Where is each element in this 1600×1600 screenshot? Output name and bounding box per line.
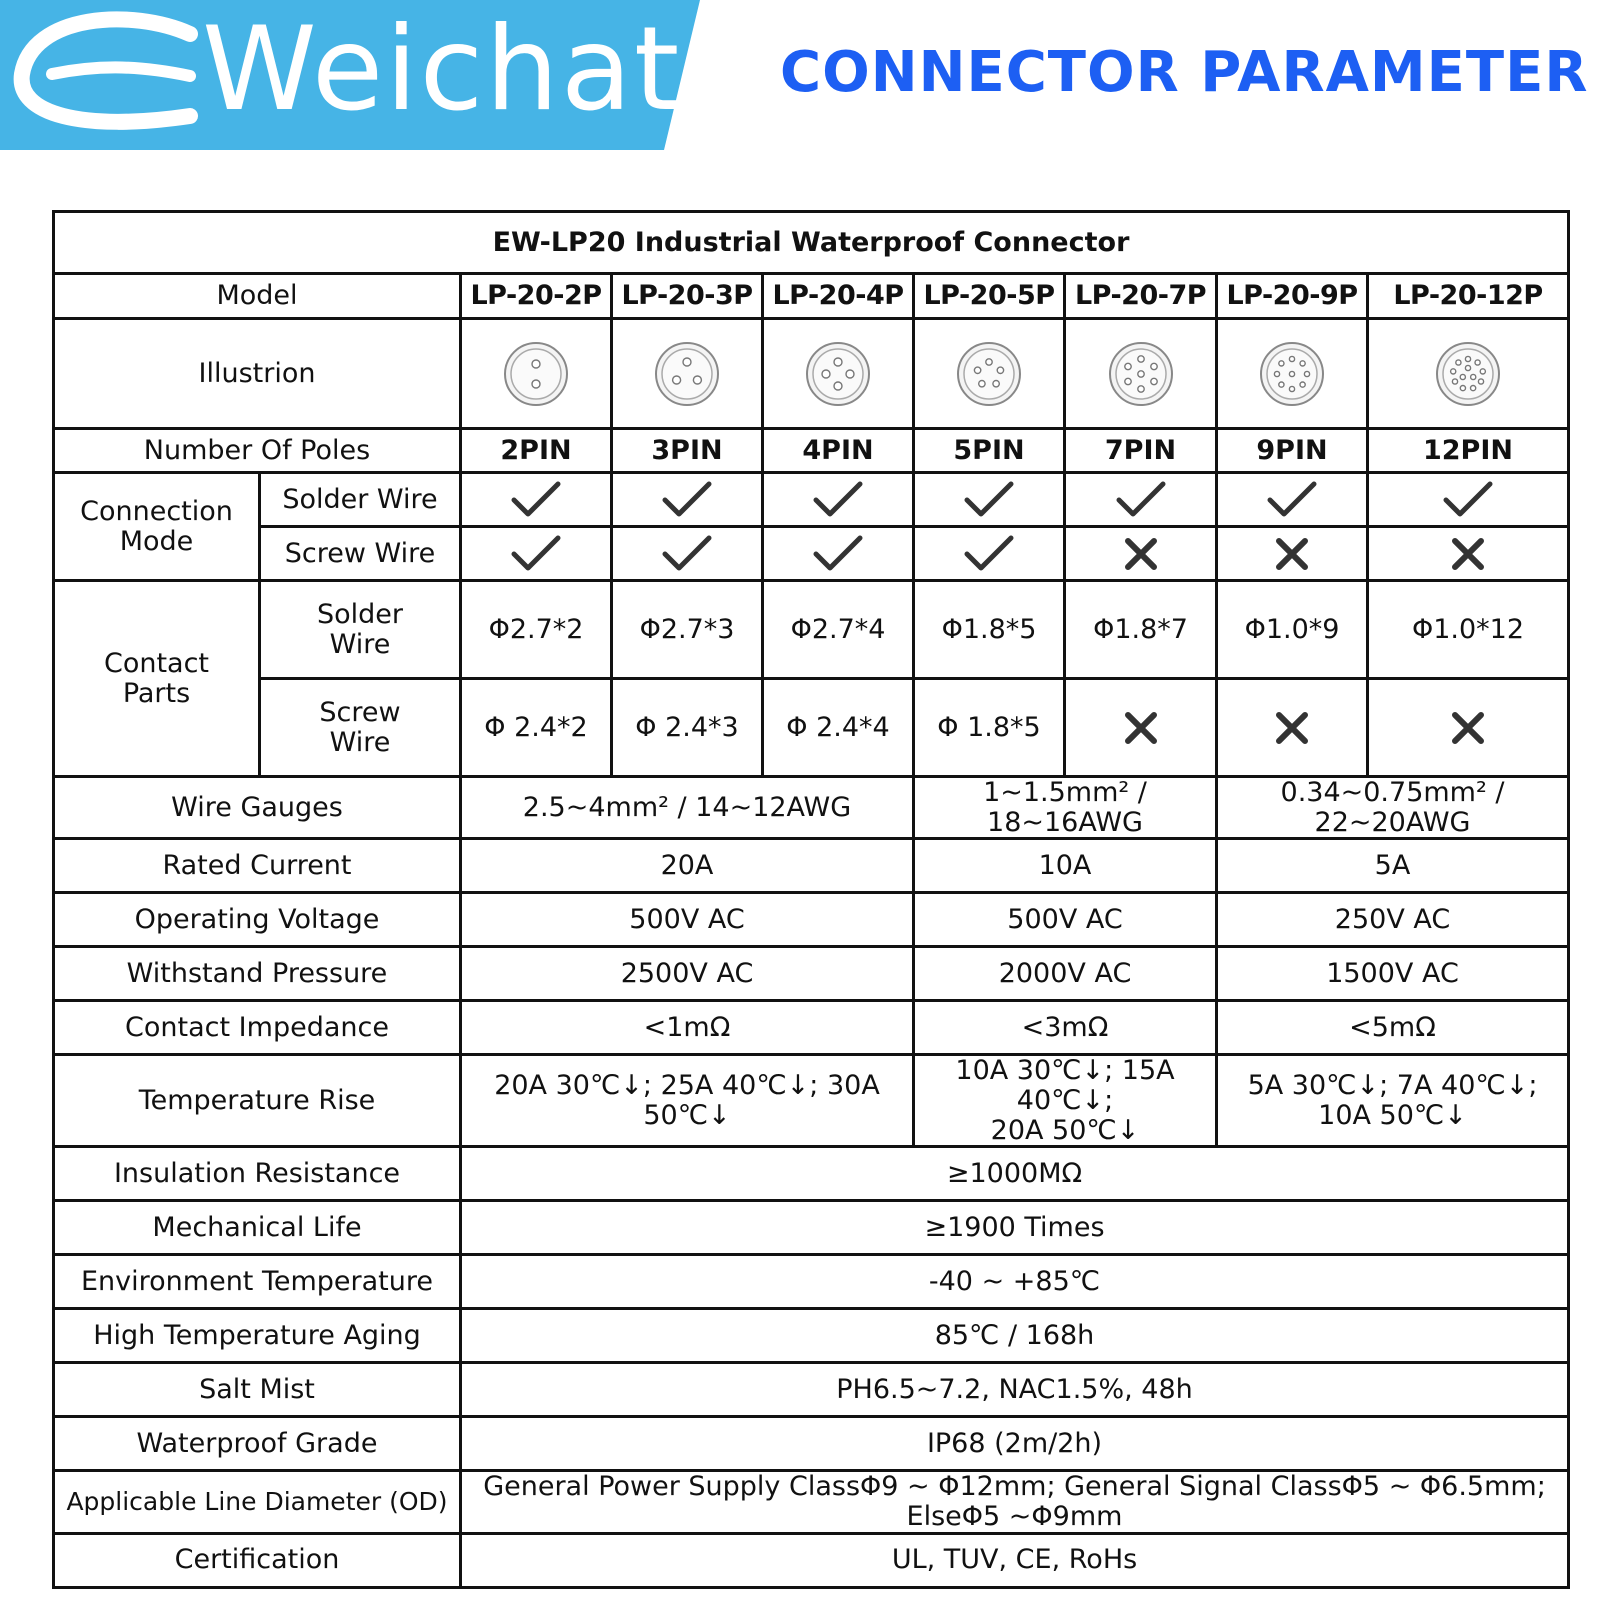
connector-7pin-face-icon bbox=[1106, 339, 1176, 409]
withstand-pressure-label: Withstand Pressure bbox=[54, 947, 461, 1001]
page-title: CONNECTOR PARAMETER bbox=[780, 40, 1589, 105]
poles-cell: 12PIN bbox=[1368, 429, 1569, 473]
temperature-rise-cell: 20A 30℃↓; 25A 40℃↓; 30A 50℃↓ bbox=[461, 1055, 914, 1147]
connector-2pin-face-icon bbox=[501, 339, 571, 409]
check-mark-cell bbox=[461, 473, 612, 527]
check-mark-cell bbox=[914, 473, 1065, 527]
model-row bbox=[54, 274, 1569, 319]
cross-mark-cell bbox=[1065, 527, 1217, 581]
high-temperature-aging-label: High Temperature Aging bbox=[54, 1309, 461, 1363]
withstand-pressure-cell: 1500V AC bbox=[1217, 947, 1569, 1001]
cross-icon bbox=[1274, 536, 1310, 572]
contact-spec-cell: Φ1.8*7 bbox=[1065, 581, 1217, 679]
cross-icon bbox=[1274, 710, 1310, 746]
check-icon bbox=[1442, 480, 1494, 520]
check-mark-cell bbox=[461, 527, 612, 581]
certification-cell: UL, TUV, CE, RoHs bbox=[461, 1533, 1569, 1587]
connector-12pin-face-icon bbox=[1433, 339, 1503, 409]
salt-mist-cell: PH6.5~7.2, NAC1.5%, 48h bbox=[461, 1363, 1569, 1417]
wire-gauges-label: Wire Gauges bbox=[54, 777, 461, 839]
salt-mist-label: Salt Mist bbox=[54, 1363, 461, 1417]
contact-spec-cell: Φ 2.4*3 bbox=[612, 679, 763, 777]
poles-cell: 4PIN bbox=[763, 429, 914, 473]
withstand-pressure-row bbox=[54, 947, 1569, 1001]
check-mark-cell bbox=[763, 473, 914, 527]
table-title: EW-LP20 Industrial Waterproof Connector bbox=[54, 212, 1569, 274]
check-mark-cell bbox=[1217, 473, 1368, 527]
check-icon bbox=[963, 480, 1015, 520]
contact-impedance-cell: <1mΩ bbox=[461, 1001, 914, 1055]
contact-spec-cell: Φ 1.8*5 bbox=[914, 679, 1065, 777]
contact-spec-cell: Φ1.0*12 bbox=[1368, 581, 1569, 679]
model-cell: LP-20-7P bbox=[1065, 274, 1217, 319]
connector-face-icon bbox=[1368, 319, 1569, 429]
model-cell: LP-20-4P bbox=[763, 274, 914, 319]
mechanical-life-row bbox=[54, 1201, 1569, 1255]
waterproof-grade-cell: IP68 (2m/2h) bbox=[461, 1417, 1569, 1471]
contact-parts-label: Contact Parts bbox=[54, 581, 260, 777]
check-mark-cell bbox=[763, 527, 914, 581]
operating-voltage-row bbox=[54, 893, 1569, 947]
cross-icon bbox=[1123, 710, 1159, 746]
poles-cell: 3PIN bbox=[612, 429, 763, 473]
check-mark-cell bbox=[1368, 473, 1569, 527]
contact-spec-cell: Φ2.7*4 bbox=[763, 581, 914, 679]
operating-voltage-cell: 500V AC bbox=[461, 893, 914, 947]
high-temperature-aging-cell: 85℃ / 168h bbox=[461, 1309, 1569, 1363]
cross-mark-cell bbox=[1368, 527, 1569, 581]
contact-spec-cell: Φ2.7*3 bbox=[612, 581, 763, 679]
environment-temperature-row bbox=[54, 1255, 1569, 1309]
poles-cell: 9PIN bbox=[1217, 429, 1368, 473]
connector-4pin-face-icon bbox=[803, 339, 873, 409]
check-icon bbox=[510, 534, 562, 574]
cross-mark-cell bbox=[1217, 527, 1368, 581]
waterproof-grade-label: Waterproof Grade bbox=[54, 1417, 461, 1471]
temperature-rise-label: Temperature Rise bbox=[54, 1055, 461, 1147]
logo-mark-icon bbox=[12, 4, 212, 144]
insulation-resistance-label: Insulation Resistance bbox=[54, 1147, 461, 1201]
environment-temperature-label: Environment Temperature bbox=[54, 1255, 461, 1309]
certification-label: Certification bbox=[54, 1533, 461, 1587]
mechanical-life-cell: ≥1900 Times bbox=[461, 1201, 1569, 1255]
rated-current-cell: 5A bbox=[1217, 839, 1569, 893]
cross-icon bbox=[1450, 710, 1486, 746]
cross-icon bbox=[1450, 536, 1486, 572]
poles-cell: 5PIN bbox=[914, 429, 1065, 473]
line-diameter-cell: General Power Supply ClassΦ9 ~ Φ12mm; General Signal ClassΦ5 ~ Φ6.5mm; ElseΦ5 ~Φ9mm bbox=[461, 1471, 1569, 1533]
wire-gauges-row bbox=[54, 777, 1569, 839]
cross-mark-cell bbox=[1065, 679, 1217, 777]
check-icon bbox=[963, 534, 1015, 574]
contact-screw-label: Screw Wire bbox=[260, 679, 461, 777]
model-cell: LP-20-3P bbox=[612, 274, 763, 319]
rated-current-label: Rated Current bbox=[54, 839, 461, 893]
high-temperature-aging-row bbox=[54, 1309, 1569, 1363]
operating-voltage-cell: 250V AC bbox=[1217, 893, 1569, 947]
operating-voltage-cell: 500V AC bbox=[914, 893, 1217, 947]
connector-3pin-face-icon bbox=[652, 339, 722, 409]
wire-gauges-cell: 2.5~4mm² / 14~12AWG bbox=[461, 777, 914, 839]
cross-mark-cell bbox=[1368, 679, 1569, 777]
model-cell: LP-20-2P bbox=[461, 274, 612, 319]
line-diameter-row bbox=[54, 1471, 1569, 1533]
poles-row bbox=[54, 429, 1569, 473]
screw-wire-label: Screw Wire bbox=[260, 527, 461, 581]
insulation-resistance-row bbox=[54, 1147, 1569, 1201]
connection-solder-row bbox=[54, 473, 1569, 527]
poles-cell: 2PIN bbox=[461, 429, 612, 473]
illustration-row bbox=[54, 319, 1569, 429]
poles-cell: 7PIN bbox=[1065, 429, 1217, 473]
connection-screw-row bbox=[54, 527, 1569, 581]
poles-label: Number Of Poles bbox=[54, 429, 461, 473]
connector-face-icon bbox=[763, 319, 914, 429]
connector-9pin-face-icon bbox=[1257, 339, 1327, 409]
salt-mist-row bbox=[54, 1363, 1569, 1417]
rated-current-cell: 20A bbox=[461, 839, 914, 893]
connector-face-icon bbox=[461, 319, 612, 429]
check-mark-cell bbox=[1065, 473, 1217, 527]
contact-solder-label: Solder Wire bbox=[260, 581, 461, 679]
contact-impedance-cell: <3mΩ bbox=[914, 1001, 1217, 1055]
illustration-label: Illustrion bbox=[54, 319, 461, 429]
model-label: Model bbox=[54, 274, 461, 319]
temperature-rise-cell: 10A 30℃↓; 15A 40℃↓; 20A 50℃↓ bbox=[914, 1055, 1217, 1147]
model-cell: LP-20-5P bbox=[914, 274, 1065, 319]
connector-parameter-table bbox=[52, 210, 1570, 1589]
rated-current-cell: 10A bbox=[914, 839, 1217, 893]
connector-face-icon bbox=[1065, 319, 1217, 429]
contact-spec-cell: Φ1.0*9 bbox=[1217, 581, 1368, 679]
contact-spec-cell: Φ 2.4*2 bbox=[461, 679, 612, 777]
certification-row bbox=[54, 1533, 1569, 1587]
contact-screw-row bbox=[54, 679, 1569, 777]
cross-mark-cell bbox=[1217, 679, 1368, 777]
connector-face-icon bbox=[1217, 319, 1368, 429]
contact-spec-cell: Φ2.7*2 bbox=[461, 581, 612, 679]
weichat-logo bbox=[12, 2, 682, 144]
check-icon bbox=[1115, 480, 1167, 520]
solder-wire-label: Solder Wire bbox=[260, 473, 461, 527]
check-icon bbox=[661, 534, 713, 574]
check-icon bbox=[1266, 480, 1318, 520]
contact-spec-cell: Φ 2.4*4 bbox=[763, 679, 914, 777]
contact-solder-row bbox=[54, 581, 1569, 679]
connection-mode-label: Connection Mode bbox=[54, 473, 260, 581]
check-icon bbox=[812, 480, 864, 520]
connector-face-icon bbox=[914, 319, 1065, 429]
wire-gauges-cell: 0.34~0.75mm² / 22~20AWG bbox=[1217, 777, 1569, 839]
check-icon bbox=[510, 480, 562, 520]
contact-spec-cell: Φ1.8*5 bbox=[914, 581, 1065, 679]
temperature-rise-cell: 5A 30℃↓; 7A 40℃↓; 10A 50℃↓ bbox=[1217, 1055, 1569, 1147]
wire-gauges-cell: 1~1.5mm² / 18~16AWG bbox=[914, 777, 1217, 839]
insulation-resistance-cell: ≥1000MΩ bbox=[461, 1147, 1569, 1201]
check-icon bbox=[661, 480, 713, 520]
withstand-pressure-cell: 2000V AC bbox=[914, 947, 1217, 1001]
check-mark-cell bbox=[612, 473, 763, 527]
model-cell: LP-20-12P bbox=[1368, 274, 1569, 319]
cross-icon bbox=[1123, 536, 1159, 572]
operating-voltage-label: Operating Voltage bbox=[54, 893, 461, 947]
check-icon bbox=[812, 534, 864, 574]
model-cell: LP-20-9P bbox=[1217, 274, 1368, 319]
waterproof-grade-row bbox=[54, 1417, 1569, 1471]
line-diameter-label: Applicable Line Diameter (OD) bbox=[54, 1471, 461, 1533]
check-mark-cell bbox=[914, 527, 1065, 581]
logo-text: Weichat bbox=[202, 2, 682, 137]
contact-impedance-cell: <5mΩ bbox=[1217, 1001, 1569, 1055]
contact-impedance-row bbox=[54, 1001, 1569, 1055]
environment-temperature-cell: -40 ~ +85℃ bbox=[461, 1255, 1569, 1309]
check-mark-cell bbox=[612, 527, 763, 581]
rated-current-row bbox=[54, 839, 1569, 893]
withstand-pressure-cell: 2500V AC bbox=[461, 947, 914, 1001]
temperature-rise-row bbox=[54, 1055, 1569, 1147]
connector-face-icon bbox=[612, 319, 763, 429]
contact-impedance-label: Contact Impedance bbox=[54, 1001, 461, 1055]
mechanical-life-label: Mechanical Life bbox=[54, 1201, 461, 1255]
connector-5pin-face-icon bbox=[954, 339, 1024, 409]
